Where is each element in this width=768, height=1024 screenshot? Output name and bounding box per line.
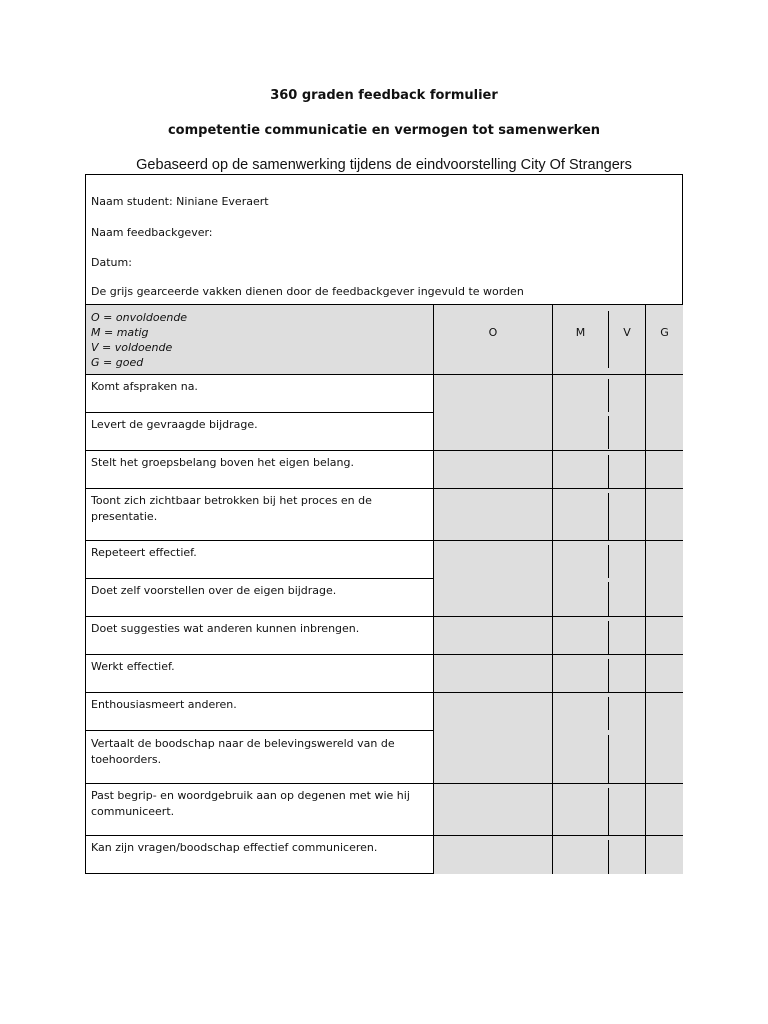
column-divider	[608, 788, 609, 835]
row-divider	[86, 450, 683, 451]
criterion-label: Doet zelf voorstellen over de eigen bijdrage.	[91, 584, 337, 597]
column-divider	[608, 697, 609, 730]
column-header-o: O	[488, 326, 498, 339]
column-divider	[552, 304, 553, 874]
instruction-text: De grijs gearceerde vakken dienen door de feedbackgever ingevuld te worden	[91, 285, 524, 298]
column-divider	[608, 455, 609, 488]
column-divider	[645, 304, 646, 874]
rating-legend	[91, 310, 187, 370]
criterion-label: Repeteert effectief.	[91, 546, 197, 559]
criterion-label: Levert de gevraagde bijdrage.	[91, 418, 258, 431]
row-divider	[86, 835, 683, 836]
column-header-v: V	[623, 326, 631, 339]
column-divider	[608, 659, 609, 692]
row-divider	[86, 616, 683, 617]
column-divider	[433, 304, 434, 874]
column-divider	[608, 379, 609, 412]
date-field[interactable]: Datum:	[91, 256, 132, 269]
row-divider	[86, 374, 683, 375]
legend-g: G = goed	[91, 356, 144, 369]
feedback-table	[85, 174, 683, 874]
row-divider	[86, 783, 683, 784]
column-divider	[608, 493, 609, 540]
criterion-label: Toont zich zichtbaar betrokken bij het proces en de presentatie.	[91, 494, 372, 523]
legend-v: V = voldoende	[91, 341, 173, 354]
legend-m: M = matig	[91, 326, 149, 339]
row-divider	[86, 540, 683, 541]
criterion-label: Komt afspraken na.	[91, 380, 198, 393]
row-divider	[86, 488, 683, 489]
criterion-label: Kan zijn vragen/boodschap effectief communiceren.	[91, 841, 378, 854]
column-divider	[608, 621, 609, 654]
criterion-label: Stelt het groepsbelang boven het eigen belang.	[91, 456, 354, 469]
student-name: Naam student: Niniane Everaert	[91, 195, 269, 208]
criterion-label: Past begrip- en woordgebruik aan op degenen met wie hij communiceert.	[91, 789, 410, 818]
column-header-g: G	[660, 326, 669, 339]
criterion-label: Enthousiasmeert anderen.	[91, 698, 237, 711]
row-divider	[86, 692, 683, 693]
row-divider	[86, 412, 434, 413]
row-divider	[86, 304, 683, 305]
competence-title: competentie communicatie en vermogen tot samenwerken	[167, 123, 601, 138]
column-divider	[608, 416, 609, 449]
form-title: 360 graden feedback formulier	[270, 88, 498, 103]
column-divider	[608, 735, 609, 783]
row-divider	[86, 578, 434, 579]
criterion-label: Werkt effectief.	[91, 660, 175, 673]
form-subtitle: Gebaseerd op de samenwerking tijdens de eindvoorstelling City Of Strangers	[136, 157, 632, 173]
feedback-giver-field[interactable]: Naam feedbackgever:	[91, 226, 213, 239]
row-divider	[86, 654, 683, 655]
column-divider	[608, 582, 609, 616]
criterion-label: Vertaalt de boodschap naar de belevingswereld van de toehoorders.	[91, 737, 395, 766]
column-divider	[608, 311, 609, 368]
column-divider	[608, 840, 609, 874]
criterion-label: Doet suggesties wat anderen kunnen inbrengen.	[91, 622, 360, 635]
column-divider	[608, 545, 609, 578]
row-divider	[86, 730, 434, 731]
legend-o: O = onvoldoende	[91, 311, 188, 324]
column-header-m: M	[575, 326, 586, 339]
